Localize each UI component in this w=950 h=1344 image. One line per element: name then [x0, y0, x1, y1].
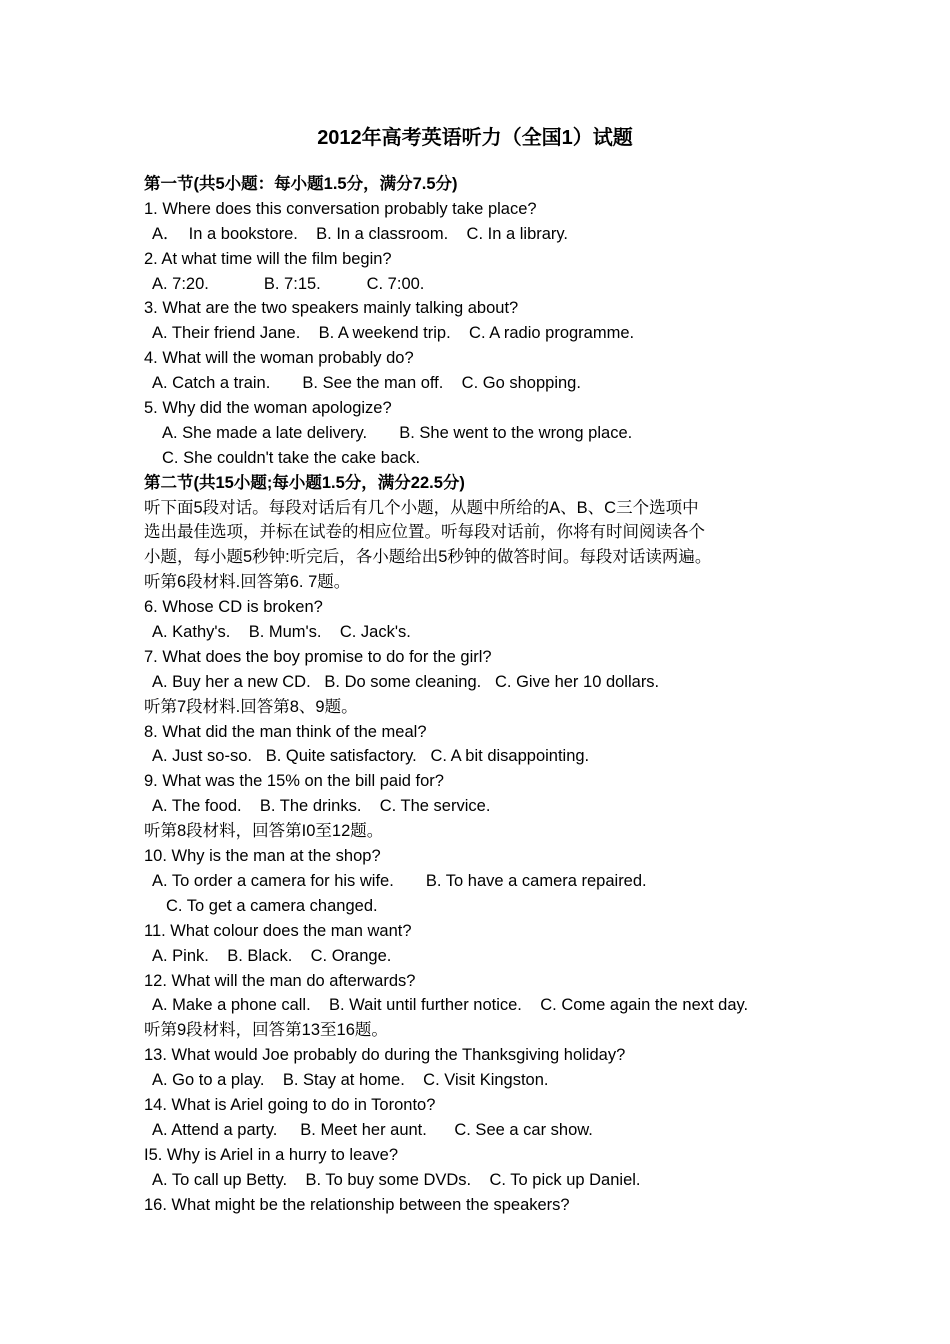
options-15: A. To call up Betty. B. To buy some DVDs. C. To pick up Daniel. — [152, 1170, 641, 1189]
options-10-c: C. To get a camera changed. — [166, 896, 378, 915]
question-14: 14. What is Ariel going to do in Toronto? — [144, 1095, 436, 1114]
options-13: A. Go to a play. B. Stay at home. C. Visit Kingston. — [152, 1071, 549, 1090]
question-6: 6. Whose CD is broken? — [144, 598, 323, 617]
question-12: 12. What will the man do afterwards? — [144, 971, 416, 990]
question-3: 3. What are the two speakers mainly talking about? — [144, 299, 519, 318]
options-12: A. Make a phone call. B. Wait until further notice. C. Come again the next day. — [152, 996, 749, 1015]
instructions-line-1: 听下面5段对话。每段对话后有几个小题，从题中所给的A、B、C三个选项中 — [144, 498, 699, 517]
options-1: A． In a bookstore. B. In a classroom. C. In a library. — [152, 224, 569, 243]
question-9: 9. What was the 15% on the bill paid for? — [144, 772, 444, 791]
options-3: A. Their friend Jane. B. A weekend trip. C. A radio programme. — [152, 324, 635, 343]
document-title: 2012年高考英语听力（全国1）试题 — [317, 127, 633, 149]
question-7: 7. What does the boy promise to do for the girl? — [144, 647, 492, 666]
question-5: 5. Why did the woman apologize? — [144, 399, 392, 418]
options-5-c: C. She couldn't take the cake back. — [162, 448, 421, 467]
section-two-heading: 第二节(共15小题;每小题1.5分，满分22.5分) — [144, 473, 465, 492]
question-16: 16. What might be the relationship between the speakers? — [144, 1195, 570, 1214]
question-10: 10. Why is the man at the shop? — [144, 847, 381, 866]
options-9: A. The food. B. The drinks. C. The service. — [152, 797, 491, 816]
options-4: A. Catch a train. B. See the man off. C. Go shopping. — [152, 374, 581, 393]
passage-8-intro: 听第8段材料，回答第I0至12题。 — [144, 822, 384, 841]
section-one-heading: 第一节(共5小题：每小题1.5分，满分7.5分) — [144, 175, 458, 193]
document-body — [144, 172, 834, 1217]
options-7: A. Buy her a new CD. B. Do some cleaning. C. Give her 10 dollars. — [152, 672, 660, 691]
options-11: A. Pink. B. Black. C. Orange. — [152, 946, 392, 965]
instructions-line-2: 选出最佳选项，并标在试卷的相应位置。听每段对话前，你将有时间阅读各个 — [144, 523, 705, 542]
passage-6-intro: 听第6段材料.回答第6. 7题。 — [144, 573, 351, 592]
passage-9-intro: 听第9段材料，回答第13至16题。 — [144, 1021, 388, 1040]
options-10-ab: A. To order a camera for his wife. B. To have a camera repaired. — [152, 871, 647, 890]
question-15: I5. Why is Ariel in a hurry to leave? — [144, 1145, 399, 1164]
options-14: A. Attend a party. B. Meet her aunt. C. See a car show. — [152, 1120, 593, 1139]
question-13: 13. What would Joe probably do during the Thanksgiving holiday? — [144, 1046, 626, 1065]
passage-7-intro: 听第7段材料.回答第8、9题。 — [144, 697, 358, 716]
options-2: A. 7:20. B. 7:15. C. 7:00. — [152, 274, 425, 293]
question-8: 8. What did the man think of the meal? — [144, 722, 427, 741]
options-5-ab: A. She made a late delivery. B. She went to the wrong place. — [162, 423, 633, 442]
question-4: 4. What will the woman probably do? — [144, 349, 414, 368]
question-1: 1. Where does this conversation probably take place? — [144, 199, 537, 218]
instructions-line-3: 小题，每小题5秒钟:听完后，各小题给出5秒钟的做答时间。每段对话读两遍。 — [144, 548, 712, 567]
question-2: 2. At what time will the film begin? — [144, 249, 392, 268]
options-6: A. Kathy's. B. Mum's. C. Jack's. — [152, 623, 411, 642]
options-8: A. Just so-so. B. Quite satisfactory. C. A bit disappointing. — [152, 747, 590, 766]
question-11: 11. What colour does the man want? — [144, 921, 412, 940]
